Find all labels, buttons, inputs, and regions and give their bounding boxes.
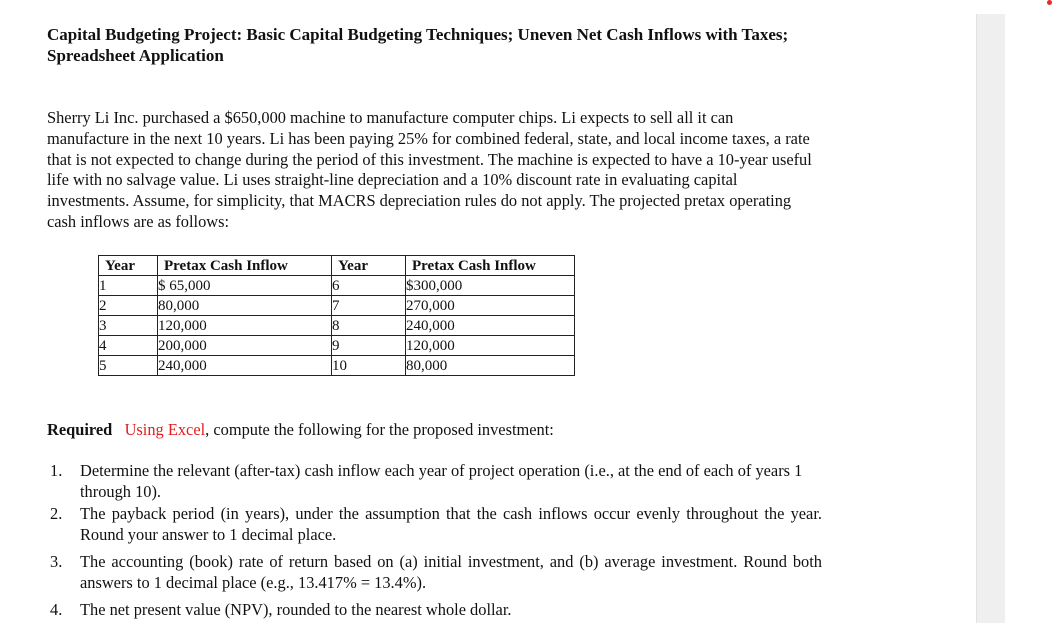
- table-row: [99, 316, 575, 336]
- list-item: [47, 503, 822, 545]
- header-year-a: Year: [99, 256, 158, 276]
- table-row: [99, 336, 575, 356]
- cell-inflow-b: 120,000: [406, 336, 575, 356]
- cell-inflow-b: 240,000: [406, 316, 575, 336]
- pretax-cash-inflow-table: [98, 255, 575, 376]
- header-year-b: Year: [332, 256, 406, 276]
- cell-inflow-b: $300,000: [406, 276, 575, 296]
- required-instruction: [47, 419, 554, 440]
- problem-intro-paragraph: Sherry Li Inc. purchased a $650,000 machine to manufacture computer chips. Li expects to sell all it can manufacture in the next 10 years. Li has been paying 25% for combined federal, state, and local income taxes, a rate that is not expected to change during the period of this investment. The machine is expected to have a 10-year useful life with no salvage value. Li uses straight-line depreciation and a 10% discount rate in evaluating capital investments. Assume, for simplicity, that MACRS depreciation rules do not apply. The projected pretax operating cash inflows are as follows:: [47, 108, 812, 231]
- document-title: Capital Budgeting Project: Basic Capital Budgeting Techniques; Uneven Net Cash Inflows with Taxes; Spreadsheet Application: [47, 25, 789, 65]
- list-item: [47, 460, 822, 502]
- required-label: Required: [47, 420, 113, 439]
- header-inflow-b: Pretax Cash Inflow: [406, 256, 575, 276]
- cell-year-a: 5: [99, 356, 158, 376]
- cell-year-a: 4: [99, 336, 158, 356]
- cell-inflow-b: 80,000: [406, 356, 575, 376]
- cell-inflow-a: 200,000: [158, 336, 332, 356]
- list-item: [47, 599, 822, 620]
- table-row: [99, 276, 575, 296]
- cell-year-a: 2: [99, 296, 158, 316]
- table-header-row: [99, 256, 575, 276]
- cell-inflow-a: 80,000: [158, 296, 332, 316]
- task-list: [47, 460, 822, 620]
- list-item-text: The net present value (NPV), rounded to the nearest whole dollar.: [80, 600, 512, 619]
- list-item-text: The payback period (in years), under the assumption that the cash inflows occur evenly throughout the year. Round your answer to 1 decimal place.: [80, 504, 822, 544]
- cell-year-b: 6: [332, 276, 406, 296]
- table-row: [99, 356, 575, 376]
- list-item-number: 2.: [50, 504, 63, 523]
- table-row: [99, 296, 575, 316]
- cell-inflow-b: 270,000: [406, 296, 575, 316]
- required-rest-text: , compute the following for the proposed investment:: [205, 420, 554, 439]
- cell-year-b: 7: [332, 296, 406, 316]
- vertical-scrollbar[interactable]: [976, 14, 1005, 623]
- list-item: [47, 551, 822, 593]
- list-item-text: The accounting (book) rate of return based on (a) initial investment, and (b) average investment. Round both answers to 1 decimal place (e.g., 13.417% = 13.4%).: [80, 552, 822, 592]
- cell-year-a: 3: [99, 316, 158, 336]
- cell-year-b: 10: [332, 356, 406, 376]
- list-item-number: 4.: [50, 600, 63, 619]
- list-item-text: Determine the relevant (after-tax) cash inflow each year of project operation (i.e., at the end of each of years 1 through 10).: [80, 461, 803, 501]
- cell-inflow-a: $ 65,000: [158, 276, 332, 296]
- list-item-number: 3.: [50, 552, 63, 571]
- using-excel-text: Using Excel: [124, 420, 206, 439]
- cell-inflow-a: 240,000: [158, 356, 332, 376]
- cell-year-b: 8: [332, 316, 406, 336]
- cell-inflow-a: 120,000: [158, 316, 332, 336]
- cell-year-b: 9: [332, 336, 406, 356]
- header-inflow-a: Pretax Cash Inflow: [158, 256, 332, 276]
- list-item-number: 1.: [50, 461, 63, 480]
- notification-dot-icon: [1047, 0, 1052, 5]
- cell-year-a: 1: [99, 276, 158, 296]
